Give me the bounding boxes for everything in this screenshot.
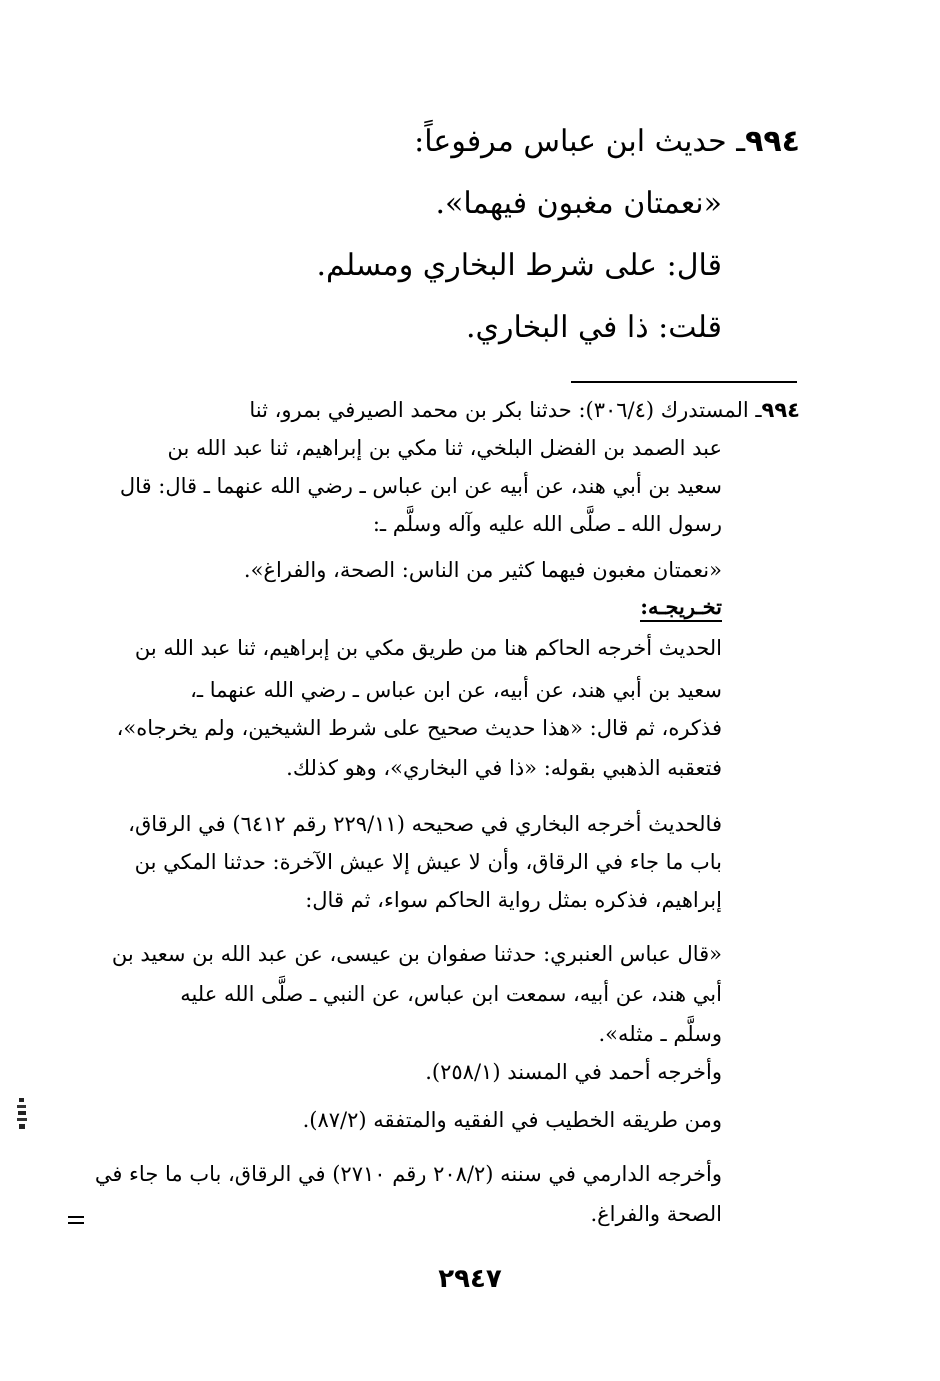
page-number: ٢٩٤٧ [438, 1264, 502, 1294]
para1-line-3: فذكره، ثم قال: «هذا حديث صحيح على شرط الشيخين، ولم يخرجاه»، [116, 716, 722, 740]
margin-smudge [15, 1096, 29, 1136]
takhrij-label: تخـريجـه: [640, 594, 722, 622]
para2-line-2: باب ما جاء في الرقاق، وأن لا عيش إلا عيش الآخرة: حدثنا المكي بن [134, 850, 722, 874]
darimi-line-2: الصحة والفراغ. [590, 1202, 722, 1226]
para1-line-2: سعيد بن أبي هند، عن أبيه، عن ابن عباس ـ رضي الله عنهما ـ، [190, 678, 722, 702]
hadith-quote: «نعمتان مغبون فيهما». [435, 186, 722, 221]
footnote-text: ـ المستدرك (٣٠٦/٤): حدثنا بكر بن محمد الصيرفي بمرو، ثنا [249, 398, 762, 422]
footnote-line-3: سعيد بن أبي هند، عن أبيه عن ابن عباس ـ رضي الله عنهما ـ قال: قال [119, 474, 722, 498]
footnote-line-1 [249, 398, 800, 422]
hadith-title: ـ حديث ابن عباس مرفوعاً: [414, 124, 746, 159]
para3-line-2: أبي هند، عن أبيه، سمعت ابن عباس، عن النبي ـ صلَّى الله عليه [180, 982, 722, 1006]
para3-line-3: وسلَّم ـ مثله». [598, 1022, 722, 1046]
margin-equals-mark [68, 1216, 84, 1226]
khatib-line: ومن طريقه الخطيب في الفقيه والمتفقه (٨٧/٢). [302, 1108, 722, 1132]
footnote-line-5: «نعمتان مغبون فيهما كثير من الناس: الصحة، والفراغ». [243, 558, 722, 582]
darimi-line-1: وأخرجه الدارمي في سننه (٢٠٨/٢ رقم ٢٧١٠) في الرقاق، باب ما جاء في [94, 1162, 722, 1186]
footnote-line-2: عبد الصمد بن الفضل البلخي، ثنا مكي بن إبراهيم، ثنا عبد الله بن [167, 436, 722, 460]
para2-line-1: فالحديث أخرجه البخاري في صحيحه (٢٢٩/١١ رقم ٦٤١٢) في الرقاق، [128, 812, 722, 836]
author-comment: قلت: ذا في البخاري. [465, 310, 722, 345]
para1-line-1: الحديث أخرجه الحاكم هنا من طريق مكي بن إبراهيم، ثنا عبد الله بن [134, 636, 722, 660]
ahmad-line: وأخرجه أحمد في المسند (٢٥٨/١). [425, 1060, 722, 1084]
footnote-separator [571, 381, 797, 383]
footnote-number: ٩٩٤ [761, 398, 800, 422]
hakim-statement: قال: على شرط البخاري ومسلم. [316, 248, 722, 283]
takhrij-heading [640, 594, 722, 619]
para2-line-3: إبراهيم، فذكره بمثل رواية الحاكم سواء، ثم قال: [305, 888, 722, 912]
hadith-heading [414, 124, 800, 159]
para1-line-4: فتعقبه الذهبي بقوله: «ذا في البخاري»، وهو كذلك. [286, 756, 722, 780]
footnote-line-4: رسول الله ـ صلَّى الله عليه وآله وسلَّم ـ: [372, 512, 722, 536]
para3-line-1: «قال عباس العنبري: حدثنا صفوان بن عيسى، عن عبد الله بن سعيد بن [111, 942, 722, 966]
hadith-number: ٩٩٤ [745, 124, 800, 159]
